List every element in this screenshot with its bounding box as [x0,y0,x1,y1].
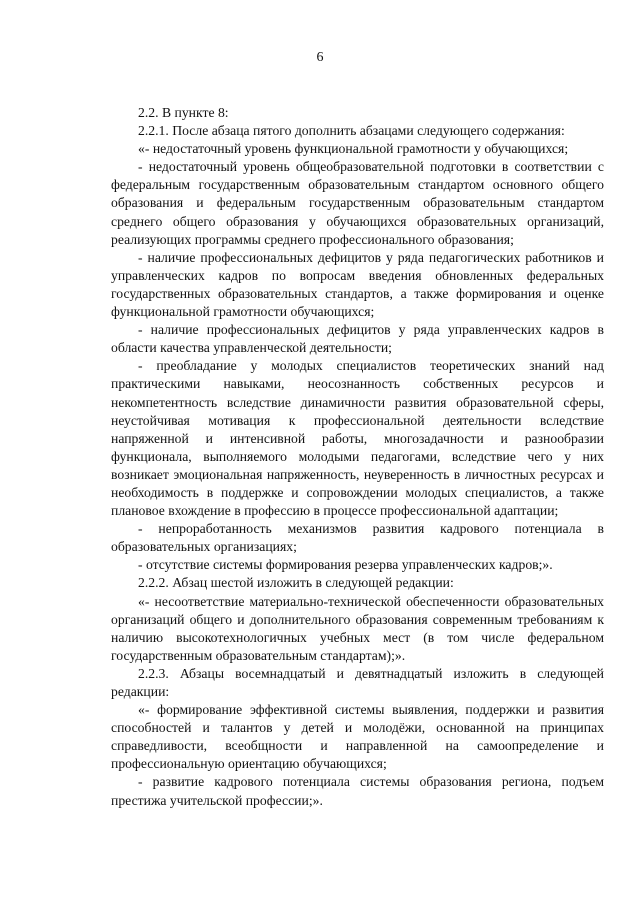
list-item-management-reserve: - отсутствие системы формирования резерва управленческих кадров;». [138,557,553,573]
list-item-staff-development: - непроработанность механизмов развития кадрового потенциала в образовательных организациях; [111,521,604,555]
list-item-young-specialists: - преобладание у молодых специалистов теоретических знаний над практическими навыками, неосознанность собственных ресурсов и некомпетентность вследствие динамичности развития образовательной сферы, неустойчивая мотивация к профессиональной деятельности вследствие напряженной и интенсивной работы, многозадачности и разнообразии функционала, выполняемого молодыми педагогами, вследствие чего у них возникает эмоциональная напряженность, неуверенность в личностных ресурсах и необходимость в поддержке и сопровождении молодых специалистов, а также плановое вхождение в профессию в процессе профессиональной адаптации; [111,358,604,519]
page-number: 6 [316,50,324,65]
list-item-general-education-training: - недостаточный уровень общеобразовательной подготовки в соответствии с федеральным государственным образовательным стандартом основного общего образования и федеральным государственным образовательным стандартом среднего общего образования у обучающихся образовательных организаций, реализующих программы среднего профессионального образования; [111,159,604,247]
paragraph-clause-2-2-1: 2.2.1. После абзаца пятого дополнить абзацами следующего содержания: [138,123,565,139]
list-item-material-technical: «- несоответствие материально-технической обеспеченности образовательных организаций общего и дополнительного образования современным требованиям к наличию высокотехнологичных учебных мест (в том числе федеральном государственным образовательным стандартам);». [111,593,604,663]
paragraph-clause-2-2-3: 2.2.3. Абзацы восемнадцатый и девятнадцатый изложить в следующей редакции: [111,665,604,699]
list-item-manager-deficits: - наличие профессиональных дефицитов у ряда управленческих кадров в области качества управленческой деятельности; [111,322,604,356]
list-item-talent-system: «- формирование эффективной системы выявления, поддержки и развития способностей и талантов у детей и молодёжи, основанной на принципах справедливости, всеобщности и направленной на самоопределение и профессиональную ориентацию обучающихся; [111,702,604,772]
body-text [111,104,604,810]
list-item-personnel-potential: - развитие кадрового потенциала системы образования региона, подъем престижа учительской профессии;». [111,774,604,808]
list-item-teacher-deficits: - наличие профессиональных дефицитов у ряда педагогических работников и управленческих кадров по вопросам введения обновленных федеральных государственных образовательных стандартов, а также формирования и оценке функциональной грамотности обучающихся; [111,249,604,320]
list-item-functional-literacy: «- недостаточный уровень функциональной грамотности у обучающихся; [138,141,569,157]
paragraph-clause-2-2-2: 2.2.2. Абзац шестой изложить в следующей редакции: [138,575,454,591]
paragraph-clause-2-2: 2.2. В пункте 8: [138,105,229,120]
